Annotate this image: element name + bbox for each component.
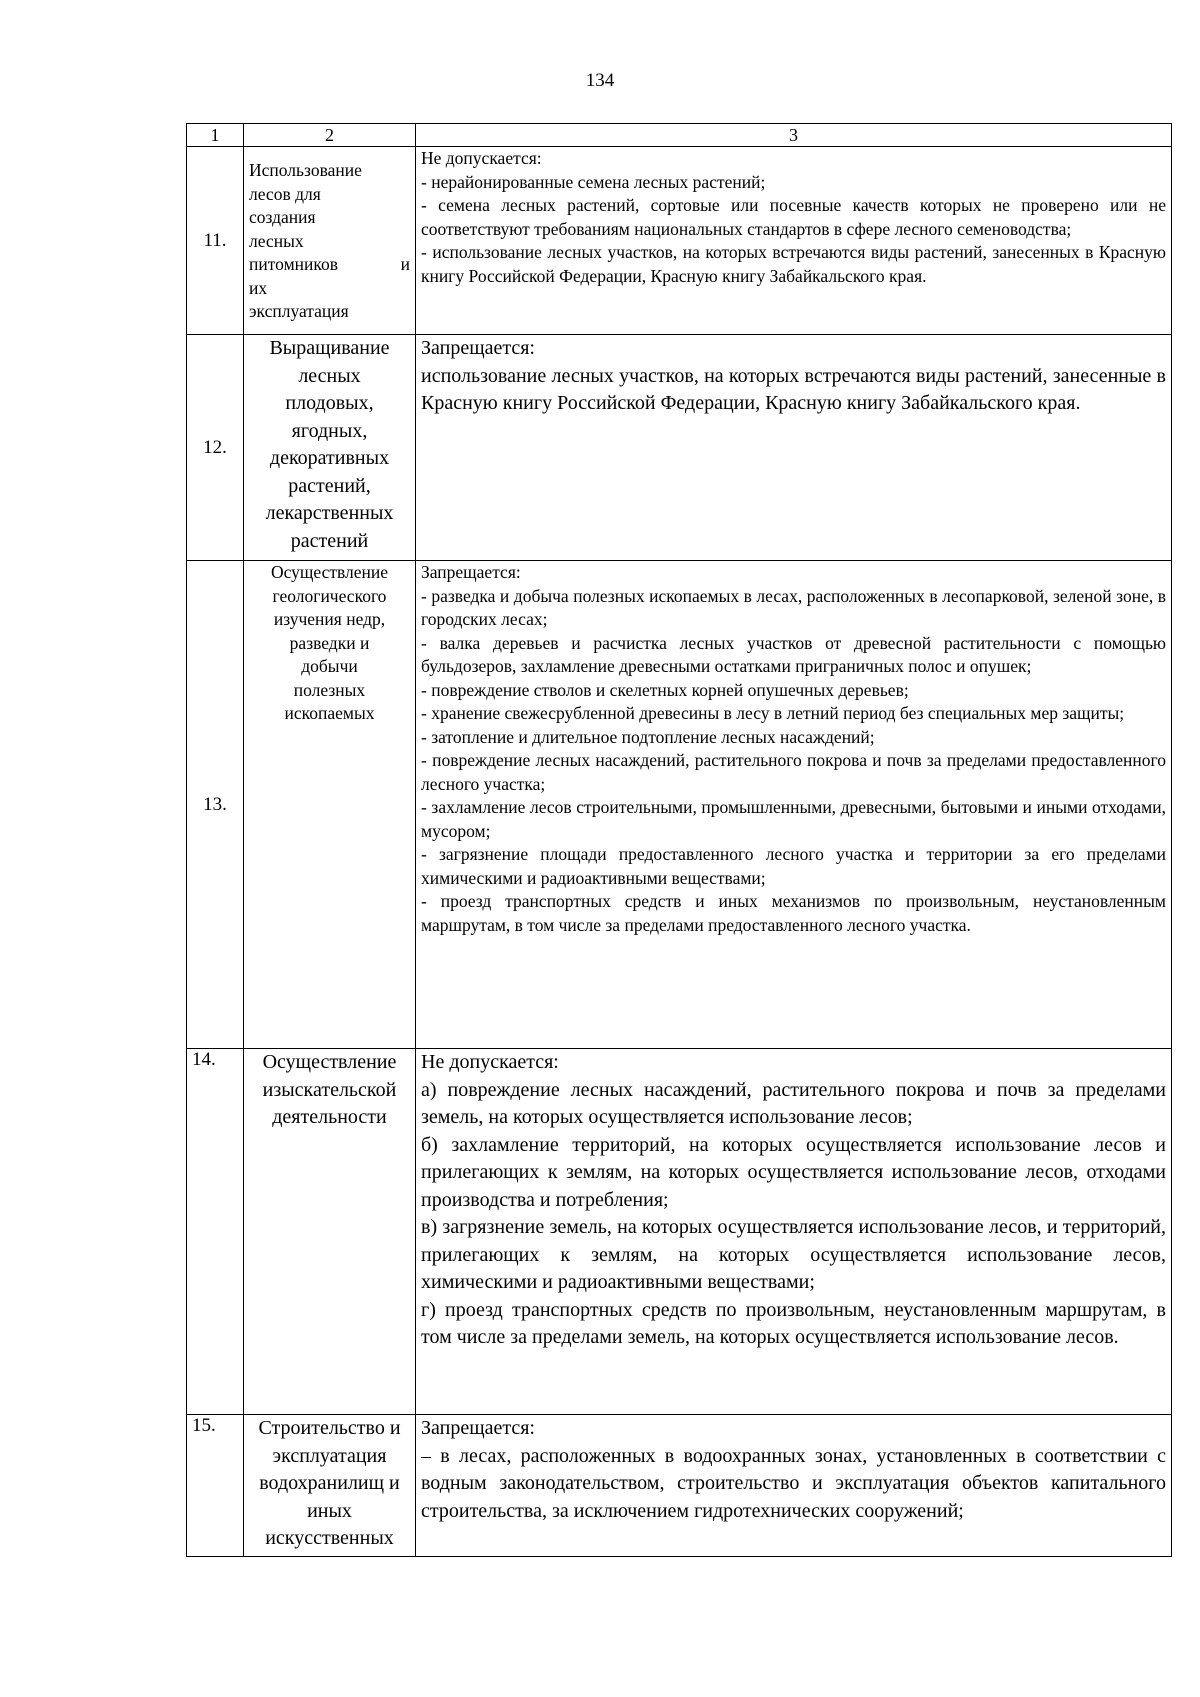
- restriction-item: - затопление и длительное подтопление лесных насаждений;: [421, 726, 875, 747]
- activity-line: плодовых,: [285, 392, 374, 414]
- activity-line: иных: [307, 1499, 352, 1522]
- activity-line: ископаемых: [284, 703, 375, 723]
- activity-line: искусственных: [265, 1527, 394, 1549]
- restrictions-cell: [416, 1415, 1172, 1557]
- restriction-item: - валка деревьев и расчистка лесных участков от древесной растительности с помощью бульдозеров, захламление древесными остатками приграничных полос и опушек;: [421, 632, 1166, 676]
- page-number: 134: [585, 70, 615, 91]
- row-number: 13.: [187, 561, 244, 1049]
- activity-line: ягодных,: [291, 419, 368, 442]
- row-number: 11.: [187, 147, 244, 335]
- activity-line: растений,: [288, 474, 371, 497]
- restriction-item: - проезд транспортных средств и иных механизмов по произвольным, неустановленным маршрутам, в том числе за пределами предоставленного лесного участка.: [421, 891, 1166, 935]
- activity-line: Использование: [249, 160, 362, 180]
- restriction-item: б) захламление территорий, на которых осуществляется использование лесов и прилегающих к землям, на которых осуществляется использование лесов, отходами производства и потребления;: [421, 1133, 1166, 1211]
- activity-cell: [244, 561, 416, 1049]
- restriction-lead: Запрещается:: [421, 337, 535, 359]
- restriction-item: – в лесах, расположенных в водоохранных зонах, установленных в соответствии с водным законодательством, строительство и эксплуатация объектов капитального строительства, за исключением гидротехнических сооружений;: [421, 1444, 1166, 1522]
- activity-line: изучения недр,: [273, 609, 386, 629]
- restriction-item: - загрязнение площади предоставленного лесного участка и территории за его пределами химическими и радиоактивными веществами;: [421, 844, 1166, 888]
- restriction-item: г) проезд транспортных средств по произвольным, неустановленным маршрутам, в том числе за пределами земель, на которых осуществляется использование лесов.: [421, 1298, 1166, 1348]
- activity-line: Осуществление: [262, 1051, 397, 1073]
- restriction-lead: Не допускается:: [421, 1051, 559, 1073]
- restriction-item: - разведка и добыча полезных ископаемых в лесах, расположенных в лесопарковой, зеленой зоне, в городских лесах;: [421, 585, 1166, 629]
- activity-line: геологического: [272, 585, 387, 606]
- table-row: [187, 561, 1172, 1049]
- activity-line: Выращивание: [269, 337, 390, 359]
- restriction-lead: Не допускается:: [421, 148, 542, 168]
- restriction-item: - нерайонированные семена лесных растений;: [421, 171, 766, 192]
- activity-line: лесных: [249, 230, 304, 251]
- table-row: [187, 147, 1172, 335]
- activity-cell: [244, 1415, 416, 1557]
- table-row: [187, 1415, 1172, 1557]
- table-row: [187, 335, 1172, 561]
- restriction-lead: Запрещается:: [421, 562, 521, 582]
- activity-line: водохранилищ и: [259, 1472, 400, 1494]
- activity-cell: [244, 1049, 416, 1415]
- restriction-lead: Запрещается:: [421, 1417, 535, 1439]
- activity-line: эксплуатация: [249, 301, 349, 321]
- activity-line: их: [249, 277, 268, 298]
- activity-line: создания: [249, 207, 316, 227]
- activity-line: полезных: [293, 679, 366, 700]
- restrictions-cell: [416, 1049, 1172, 1415]
- table-header-row: [187, 124, 1172, 147]
- activity-line: разведки и: [289, 632, 370, 653]
- restriction-item: - повреждение стволов и скелетных корней опушечных деревьев;: [421, 679, 909, 700]
- activity-line: лекарственных: [265, 502, 394, 524]
- activity-line: изыскательской: [262, 1078, 397, 1101]
- row-number: 14.: [187, 1049, 244, 1415]
- activity-line: Строительство и: [258, 1417, 401, 1439]
- activity-line: деятельности: [272, 1106, 387, 1128]
- activity-line: добычи: [301, 656, 358, 676]
- header-cell-3: 3: [416, 124, 1172, 147]
- header-cell-2: 2: [244, 124, 416, 147]
- restriction-item: - повреждение лесных насаждений, растительного покрова и почв за пределами предоставленного лесного участка;: [421, 750, 1166, 794]
- activity-line: питомников и: [249, 254, 410, 274]
- restriction-item: в) загрязнение земель, на которых осуществляется использование лесов, и территорий, прилегающих к землям, на которых осуществляется использование лесов, химическими и радиоактивными веществами;: [421, 1216, 1166, 1293]
- activity-line: декоративных: [269, 447, 390, 469]
- row-number: 15.: [187, 1415, 244, 1557]
- restriction-item: - хранение свежесрубленной древесины в лесу в летний период без специальных мер защиты;: [421, 703, 1125, 723]
- restriction-item: - захламление лесов строительными, промышленными, древесными, бытовыми и иными отходами, мусором;: [421, 797, 1166, 841]
- restrictions-cell: [416, 147, 1172, 335]
- restriction-item: - семена лесных растений, сортовые или посевные качеств которых не проверено или не соответствуют требованиям национальных стандартов в сфере лесного семеноводства;: [421, 195, 1166, 239]
- activity-cell: [244, 147, 416, 335]
- restriction-item: использование лесных участков, на которых встречаются виды растений, занесенные в Красную книгу Российской Федерации, Красную книгу Забайкальского края.: [421, 364, 1166, 414]
- activity-line: растений: [290, 529, 369, 552]
- restriction-item: а) повреждение лесных насаждений, растительного покрова и почв за пределами земель, на которых осуществляется использование лесов;: [421, 1078, 1166, 1128]
- restriction-item: - использование лесных участков, на которых встречаются виды растений, занесенных в Красную книгу Российской Федерации, Красную книгу Забайкальского края.: [421, 242, 1166, 286]
- activity-line: лесных: [298, 364, 361, 387]
- activity-line: лесов для: [249, 183, 321, 204]
- table-row: [187, 1049, 1172, 1415]
- activity-line: эксплуатация: [272, 1444, 387, 1467]
- activity-line: Осуществление: [270, 562, 389, 582]
- row-number: 12.: [187, 335, 244, 561]
- restrictions-cell: [416, 561, 1172, 1049]
- activity-cell: [244, 335, 416, 561]
- regulations-table: [186, 123, 1172, 1557]
- header-cell-1: 1: [187, 124, 244, 147]
- restrictions-cell: [416, 335, 1172, 561]
